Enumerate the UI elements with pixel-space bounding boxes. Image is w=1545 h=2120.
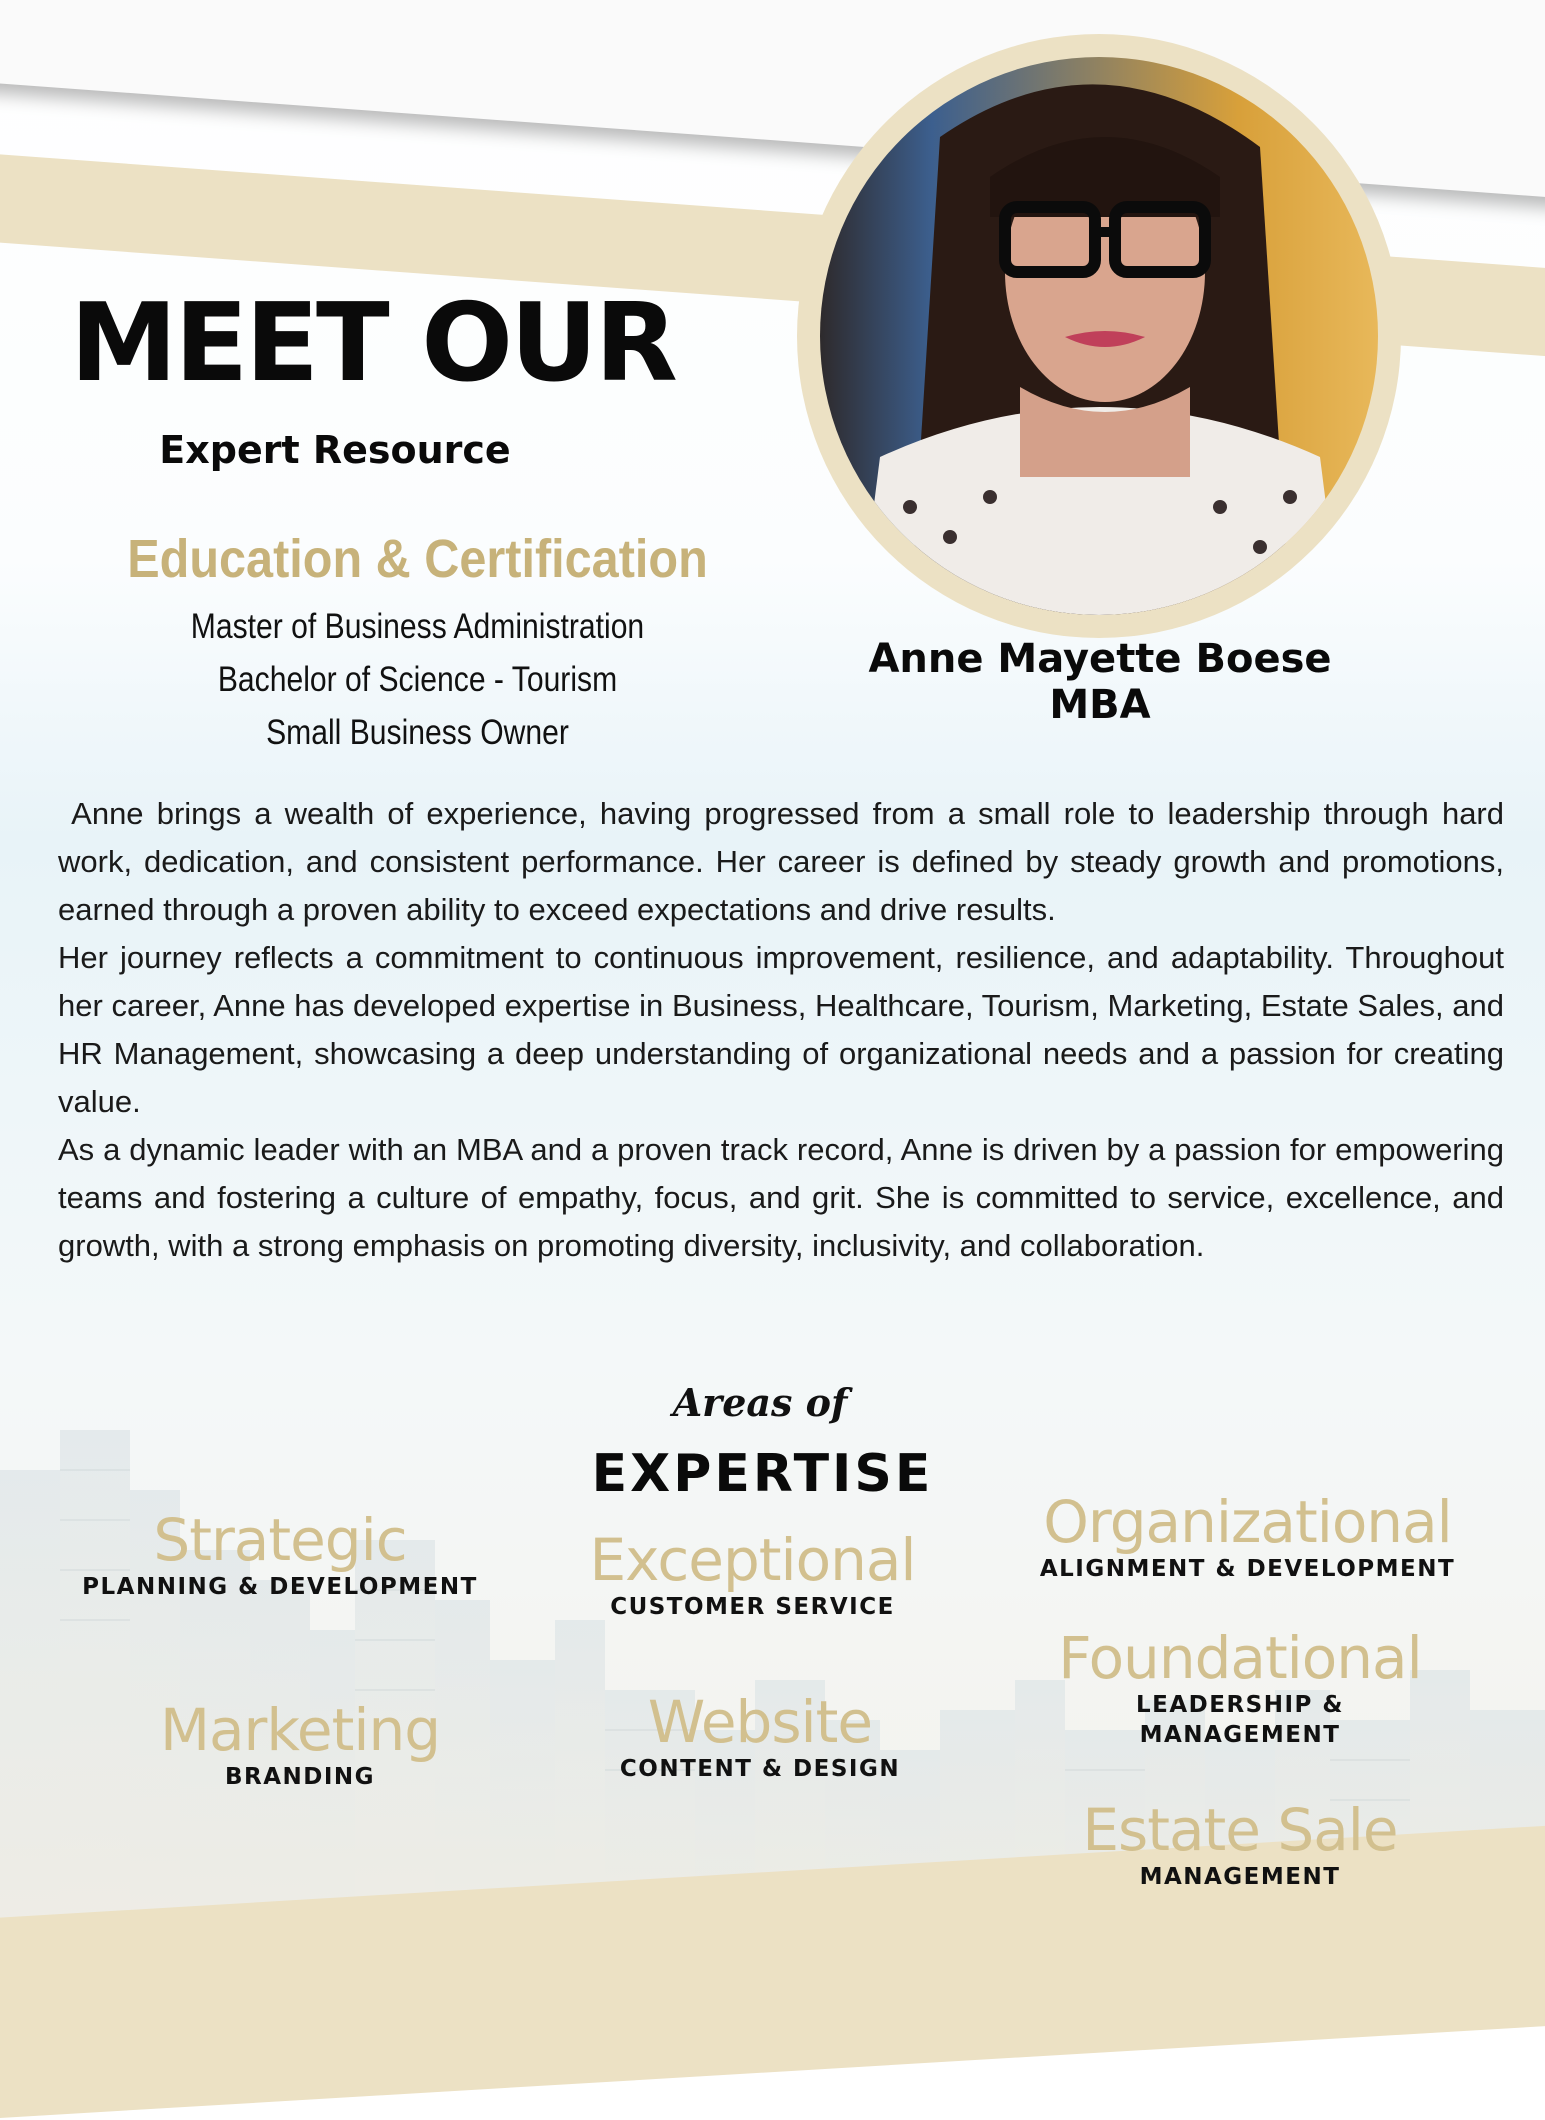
expertise-area-strategic [70,1508,490,1602]
expertise-area-heading: Foundational [1058,1624,1422,1692]
expertise-area-heading: Website [647,1688,873,1756]
profile-name: Anne Mayette Boese [868,636,1332,682]
expertise-area-caption: CONTENT & DESIGN [619,1756,901,1782]
areas-of-script-label: Areas of [672,1380,848,1425]
page-title: MEET OUR [70,281,675,406]
expertise-area-caption: PLANNING & DEVELOPMENT [82,1574,478,1600]
expertise-area-heading: Marketing [159,1696,441,1764]
bio-paragraph: Her journey reflects a commitment to continuous improvement, resilience, and adaptability. Throughout her career, Anne has developed expertise in Business, Healthcare, Tourism, Marketing, Estate Sales, and HR Management, showcasing a deep understanding of organizational needs and a passion for creating value. [58,940,1504,1119]
education-item: Master of Business Administration [190,607,645,646]
expertise-area-estate-sale [1040,1798,1440,1892]
profile-name-block [800,636,1400,728]
expertise-area-heading: Estate Sale [1082,1796,1398,1864]
education-list [125,600,710,759]
expertise-area-caption: ALIGNMENT & DEVELOPMENT [1039,1556,1456,1582]
education-item: Bachelor of Science - Tourism [217,660,618,699]
profile-credential: MBA [1049,682,1151,728]
expertise-area-marketing [120,1698,480,1792]
expertise-area-website [585,1690,935,1784]
expertise-area-heading: Strategic [153,1506,407,1574]
expertise-area-caption: CUSTOMER SERVICE [610,1594,895,1620]
bio-paragraph: As a dynamic leader with an MBA and a proven track record, Anne is driven by a passion for empowering teams and fostering a culture of empathy, focus, and grit. She is committed to service, excellence, and growth, with a strong emphasis on promoting diversity, inclusivity, and collaboration. [58,1132,1504,1263]
expertise-area-heading: Exceptional [589,1526,916,1594]
bio-paragraph: Anne brings a wealth of experience, having progressed from a small role to leadership through hard work, dedication, and consistent performance. Her career is defined by steady growth and promotions, earned through a proven ability to exceed expectations and drive results. [58,796,1504,927]
expertise-area-caption: LEADERSHIP & MANAGEMENT [1136,1692,1344,1748]
education-section-title: Education & Certification [127,529,708,589]
expertise-area-exceptional [560,1528,945,1622]
education-item: Small Business Owner [266,713,569,752]
expertise-area-heading: Organizational [1043,1488,1452,1556]
expertise-area-organizational [1025,1490,1470,1584]
bio-text [58,790,1504,1270]
profile-photo [820,57,1378,615]
expertise-area-caption: MANAGEMENT [1139,1864,1341,1890]
expertise-title: EXPERTISE [591,1444,934,1504]
page-subtitle: Expert Resource [159,428,511,472]
expertise-area-foundational [1030,1626,1450,1750]
expertise-area-caption: BRANDING [224,1764,376,1790]
